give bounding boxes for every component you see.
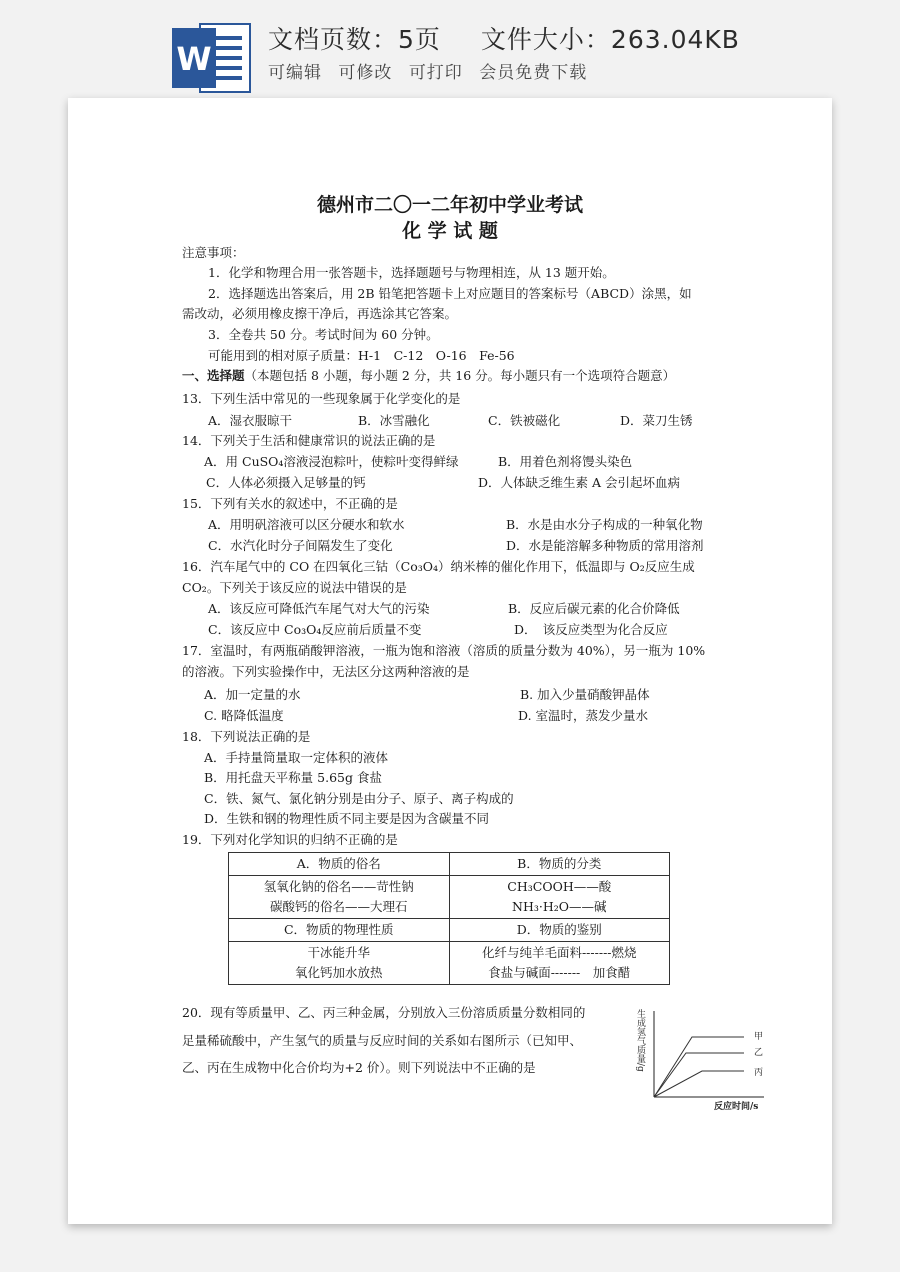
feature-member-download: 会员免费下载 [479, 63, 588, 83]
graph-label-bing: 丙 [754, 1068, 764, 1078]
page-count: 文档页数：5页 [268, 25, 441, 54]
q15-option-c: C．水汽化时分子间隔发生了变化 [208, 538, 393, 553]
notice-heading: 注意事项： [182, 245, 245, 260]
exam-subtitle: 化 学 试 题 [402, 220, 498, 242]
q17-option-a: A．加一定量的水 [204, 687, 301, 702]
q13-option-b: B．冰雪融化 [358, 413, 430, 428]
q18-option-c: C．铁、氮气、氯化钠分别是由分子、原子、离子构成的 [204, 791, 514, 806]
notice-2-cont: 需改动，必须用橡皮擦干净后，再选涂其它答案。 [182, 306, 458, 321]
table-row [229, 853, 670, 876]
word-document-icon [170, 20, 252, 96]
q18-option-a: A．手持量筒量取一定体积的液体 [204, 750, 389, 765]
q17-line-1: 17．室温时，有两瓶硝酸钾溶液，一瓶为饱和溶液（溶质的质量分数为 40%），另一瓶为 10% [182, 643, 706, 658]
table-cell: A．物质的俗名 [229, 853, 450, 876]
q18-option-b: B．用托盘天平称量 5.65g 食盐 [204, 770, 382, 785]
q15-option-a: A．用明矾溶液可以区分硬水和软水 [208, 517, 405, 532]
table-cell: 化纤与纯羊毛面料-------燃烧 食盐与碱面------- 加食醋 [449, 942, 670, 985]
q16-line-2: CO₂。下列关于该反应的说法中错误的是 [182, 580, 407, 595]
q16-option-b: B．反应后碳元素的化合价降低 [508, 601, 680, 616]
q16-option-a: A．该反应可降低汽车尾气对大气的污染 [208, 601, 430, 616]
q20-line-3: 乙、丙在生成物中化合价均为+2 价）。则下列说法中不正确的是 [182, 1060, 536, 1075]
q18-option-d: D．生铁和钢的物理性质不同主要是因为含碳量不同 [204, 811, 490, 826]
document-features [268, 58, 597, 83]
section-1-title: 一、选择题 [182, 368, 245, 383]
q19: 19．下列对化学知识的归纳不正确的是 [182, 832, 398, 847]
table-cell: CH₃COOH——酸 NH₃·H₂O——碱 [449, 876, 670, 919]
q16-option-d: D． 该反应类型为化合反应 [514, 622, 668, 637]
notice-1: 1．化学和物理合用一张答题卡，选择题题号与物理相连，从 13 题开始。 [208, 265, 615, 280]
q13-option-d: D．菜刀生锈 [620, 413, 693, 428]
exam-paper [68, 98, 832, 1224]
q17-line-2: 的溶液。下列实验操作中，无法区分这两种溶液的是 [182, 664, 470, 679]
q17-option-d: D. 室温时，蒸发少量水 [518, 708, 649, 723]
notice-3: 3．全卷共 50 分。考试时间为 60 分钟。 [208, 327, 439, 342]
exam-title: 德州市二〇一二年初中学业考试 [316, 194, 583, 216]
q20-line-1: 20．现有等质量甲、乙、丙三种金属，分别放入三份溶质质量分数相同的 [182, 1005, 586, 1020]
graph-line-jia [654, 1037, 744, 1097]
hydrogen-mass-graph [634, 1003, 784, 1115]
feature-modifiable: 可修改 [338, 63, 393, 83]
section-1-desc: （本题包括 8 小题，每小题 2 分，共 16 分。每小题只有一个选项符合题意） [244, 368, 676, 383]
table-row [229, 942, 670, 985]
feature-printable: 可打印 [408, 63, 463, 83]
q16-option-c: C．该反应中 Co₃O₄反应前后质量不变 [208, 622, 422, 637]
table-cell: C．物质的物理性质 [229, 919, 450, 942]
q20-line-2: 足量稀硫酸中，产生氢气的质量与反应时间的关系如右图所示（已知甲、 [182, 1033, 583, 1048]
table-cell: 氢氧化钠的俗名——苛性钠 碳酸钙的俗名——大理石 [229, 876, 450, 919]
table-cell: B．物质的分类 [449, 853, 670, 876]
notice-2: 2．选择题选出答案后，用 2B 铅笔把答题卡上对应题目的答案标号（ABCD）涂黑，如 [208, 286, 692, 301]
q17-option-c: C. 略降低温度 [204, 708, 284, 723]
q14: 14．下列关于生活和健康常识的说法正确的是 [182, 433, 436, 448]
q16-line-1: 16．汽车尾气中的 CO 在四氧化三钴（Co₃O₄）纳米棒的催化作用下，低温即与 O₂反应生成 [182, 559, 695, 574]
graph-label-jia: 甲 [754, 1032, 764, 1042]
graph-label-yi: 乙 [754, 1048, 764, 1058]
document-stats [268, 20, 740, 56]
feature-editable: 可编辑 [268, 63, 322, 83]
q18: 18．下列说法正确的是 [182, 729, 311, 744]
q14-option-a: A．用 CuSO₄溶液浸泡粽叶，使粽叶变得鲜绿 [204, 454, 459, 469]
q15: 15．下列有关水的叙述中，不正确的是 [182, 496, 398, 511]
q17-option-b: B. 加入少量硝酸钾晶体 [520, 687, 650, 702]
svg-text:W: W [176, 40, 212, 78]
q13-option-c: C．铁被磁化 [488, 413, 561, 428]
section-1-heading [182, 367, 675, 384]
atomic-masses: 可能用到的相对原子质量：H-1 C-12 O-16 Fe-56 [208, 348, 515, 363]
q15-option-b: B．水是由水分子构成的一种氧化物 [506, 517, 703, 532]
graph-xlabel: 反应时间/s [714, 1102, 759, 1112]
q13-option-a: A．湿衣服晾干 [208, 413, 293, 428]
q19-table [228, 852, 670, 985]
document-info-header [0, 0, 900, 100]
table-cell: D．物质的鉴别 [449, 919, 670, 942]
q14-option-d: D．人体缺乏维生素 A 会引起坏血病 [478, 475, 680, 490]
q14-option-b: B．用着色剂将馒头染色 [498, 454, 633, 469]
q15-option-d: D．水是能溶解多种物质的常用溶剂 [506, 538, 704, 553]
graph-ylabel: 生成氢气质量/g [635, 1009, 645, 1072]
table-row [229, 876, 670, 919]
table-cell: 干冰能升华 氧化钙加水放热 [229, 942, 450, 985]
q14-option-c: C．人体必须摄入足够量的钙 [206, 475, 366, 490]
file-size: 文件大小：263.04KB [480, 25, 740, 54]
table-row [229, 919, 670, 942]
q13: 13．下列生活中常见的一些现象属于化学变化的是 [182, 391, 461, 406]
